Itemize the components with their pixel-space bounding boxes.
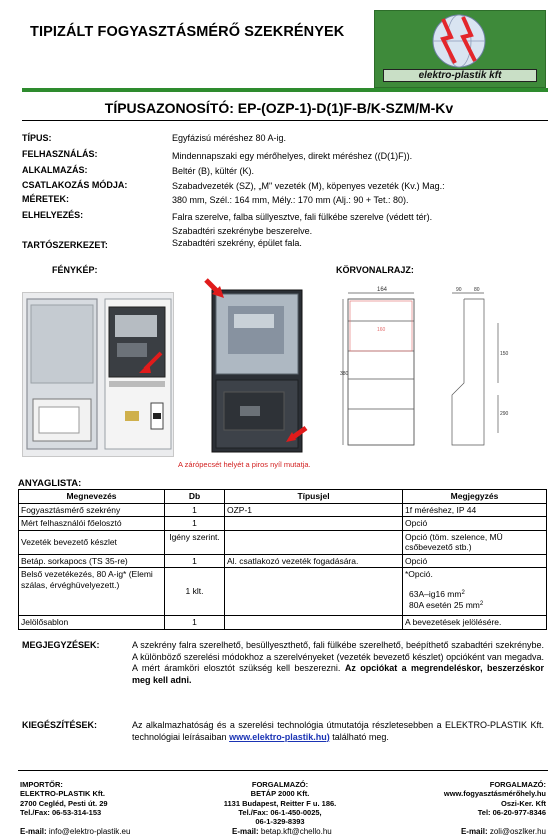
table-row [19, 530, 547, 554]
document-title: TIPIZÁLT FOGYASZTÁSMÉRŐ SZEKRÉNYEK [30, 24, 345, 40]
dim-inner: 160 [377, 327, 386, 333]
type-identifier: TÍPUSAZONOSÍTÓ: EP-(OZP-1)-D(1)F-B/K-SZM/M-Kv [104, 100, 454, 116]
distributor-email [232, 827, 332, 836]
table-row [19, 517, 547, 531]
distributor-title: FORGALMAZÓ: [251, 780, 309, 789]
table-row [19, 568, 547, 616]
spec-label: ELHELYEZÉS: [22, 210, 84, 220]
cell-note: Opció [403, 517, 547, 531]
company-logo [374, 10, 546, 88]
superscript: 2 [479, 601, 484, 607]
importer-address: 2700 Cegléd, Pesti út. 29 [20, 798, 108, 808]
column-header: Megnevezés [19, 490, 165, 504]
type-underline [22, 120, 548, 121]
header-divider [22, 88, 548, 92]
dim-height: 380 [340, 371, 349, 377]
email-value[interactable]: zoli@oszlker.hu [489, 827, 546, 836]
logo-globe-icon [413, 13, 505, 69]
distributor2-title: FORGALMAZÓ: [489, 780, 546, 789]
dim-d1: 150 [500, 351, 509, 357]
cell-type [225, 517, 403, 531]
email-value[interactable]: betap.kft@chello.hu [260, 827, 332, 836]
footer-distributor [150, 780, 410, 826]
spec-label: FELHASZNÁLÁS: [22, 149, 98, 159]
importer-name: ELEKTRO-PLASTIK Kft. [20, 789, 105, 799]
column-header: Megjegyzés [403, 490, 547, 504]
drawing-label: KÖRVONALRAJZ: [336, 265, 414, 275]
email-label: E-mail: [20, 827, 47, 836]
distributor-address: 1131 Budapest, Reitter F u. 186. [223, 798, 337, 808]
distributor2-email [461, 827, 546, 836]
cell-type [225, 530, 403, 554]
outline-drawing [340, 283, 548, 461]
table-row [19, 616, 547, 630]
spec-label: TARTÓSZERKEZET: [22, 240, 108, 250]
remarks-bold: Az opciókat a megrendeléskor, beszerzéskor meg kell adni. [132, 663, 544, 685]
spec-label: TÍPUS: [22, 133, 52, 143]
cell-qty: 1 [165, 503, 225, 517]
cell-name: Belső vezetékezés, 80 A-ig* (Elemi szálas, érvéghüvelyezett.) [19, 568, 165, 616]
distributor-phone2: 06-1-329-8393 [255, 817, 305, 827]
table-header-row [19, 490, 547, 504]
cell-name: Mért felhasználói főelosztó [19, 517, 165, 531]
website-link[interactable]: www.elektro-plastik.hu) [229, 731, 330, 742]
materials-title: ANYAGLISTA: [18, 478, 82, 489]
spec-value: Mindennapszaki egy mérőhelyes, direkt méréshez ((D(1)F)). [172, 151, 413, 161]
cell-type: Al. csatlakozó vezeték fogadására. [225, 554, 403, 568]
note-63a: 63A–ig16 mm [409, 588, 462, 599]
cell-note: A bevezetések jelölésére. [403, 616, 547, 630]
footer-distributor2 [444, 780, 546, 817]
spec-value: Beltér (B), kültér (K). [172, 166, 255, 176]
table-row [19, 554, 547, 568]
cell-qty: Igény szerint. [165, 530, 225, 554]
materials-table [18, 489, 547, 630]
note-line [405, 588, 544, 600]
logo-text: elektro-plastik kft [383, 69, 537, 82]
cell-note [403, 568, 547, 616]
spec-value: Szabadvezeték (SZ), „M" vezeték (M), köpenyes vezeték (Kv.) Mag.: [172, 181, 445, 191]
spec-label: CSATLAKOZÁS MÓDJA: [22, 180, 128, 190]
superscript: 2 [461, 589, 465, 596]
distributor2-phone: Tel: 06-20-977-8346 [477, 807, 546, 817]
cell-type: OZP-1 [225, 503, 403, 517]
spec-value: 380 mm, Szél.: 164 mm, Mély.: 170 mm (Alj.: 90 + Tet.: 80). [172, 195, 409, 205]
product-photo-open [22, 292, 174, 457]
additions-body: Az alkalmazhatóság és a szerelési technológia útmutatója részletesebben a ELEKTRO-PLASTIK Kft. technológiai leírásaiban [132, 720, 544, 742]
cell-note: Opció (töm. szelence, MÜ csőbevezető stb.) [403, 530, 547, 554]
footer-divider [18, 770, 548, 771]
cell-note: Opció [403, 554, 547, 568]
seal-caption: A zárópecsét helyét a piros nyíl mutatja. [178, 460, 311, 469]
spec-label: ALKALMAZÁS: [22, 165, 88, 175]
additions-label: KIEGÉSZÍTÉSEK: [22, 720, 98, 730]
cell-qty: 1 [165, 554, 225, 568]
distributor2-name: Oszi-Ker. Kft [500, 798, 546, 808]
remarks-label: MEGJEGYZÉSEK: [22, 640, 100, 650]
cell-name: Jelölősablon [19, 616, 165, 630]
importer-email [20, 827, 130, 836]
spec-label: MÉRETEK: [22, 194, 69, 204]
dim-d2: 290 [500, 411, 509, 417]
cell-name: Vezeték bevezető készlet [19, 530, 165, 554]
importer-title: IMPORTŐR: [20, 780, 63, 789]
cell-type [225, 568, 403, 616]
distributor2-website: www.fogyasztásmérőhely.hu [443, 789, 546, 799]
spec-value: Szabadtéri szekrénybe beszerelve. [172, 226, 313, 236]
spec-value: Falra szerelve, falba süllyesztve, fali fülkébe szerelve (védett tér). [172, 212, 433, 222]
note-option: *Opció. [405, 569, 433, 579]
dim-top: 80 [474, 287, 480, 293]
photo-label: FÉNYKÉP: [52, 265, 98, 275]
remarks-text [132, 640, 544, 686]
cell-type [225, 616, 403, 630]
spec-value: Szabadtéri szekrény, épület fala. [172, 238, 302, 248]
additions-tail: található meg. [332, 731, 389, 742]
cell-note: 1f méréshez, IP 44 [403, 503, 547, 517]
additions-text [132, 720, 544, 743]
distributor-phone: Tel./Fax: 06-1-450-0025, [238, 807, 322, 817]
dim-width: 164 [377, 287, 388, 293]
product-photo-closed [200, 272, 312, 457]
cell-qty: 1 klt. [165, 568, 225, 616]
column-header: Db [165, 490, 225, 504]
email-label: E-mail: [232, 827, 259, 836]
header [22, 10, 548, 90]
cell-name: Betáp. sorkapocs (TS 35-re) [19, 554, 165, 568]
column-header: Típusjel [225, 490, 403, 504]
cell-qty: 1 [165, 517, 225, 531]
note-line [405, 599, 544, 611]
distributor-name: BETÁP 2000 Kft. [250, 789, 310, 799]
remarks-body: A szekrény falra szerelhető, besüllyeszthető, fali fülkébe szerelhető, beépíthető szabadtéri szekrénybe. A különböző szerelési módokhoz a szerelvényeket (vezeték bevezető készlet) opcióként van megadva. A mért áramköri elosztót szükség kell beszerezni. [132, 640, 544, 673]
note-80a: 80A esetén 25 mm [409, 600, 480, 610]
email-value[interactable]: info@elektro-plastik.eu [48, 827, 131, 836]
cell-qty: 1 [165, 616, 225, 630]
dim-depth: 90 [456, 287, 462, 293]
email-label: E-mail: [460, 827, 488, 836]
table-row [19, 503, 547, 517]
cell-name: Fogyasztásmérő szekrény [19, 503, 165, 517]
spec-value: Egyfázisú méréshez 80 A-ig. [172, 133, 287, 143]
importer-phone: Tel./Fax: 06-53-314-153 [20, 807, 102, 817]
footer-importer [20, 780, 108, 817]
